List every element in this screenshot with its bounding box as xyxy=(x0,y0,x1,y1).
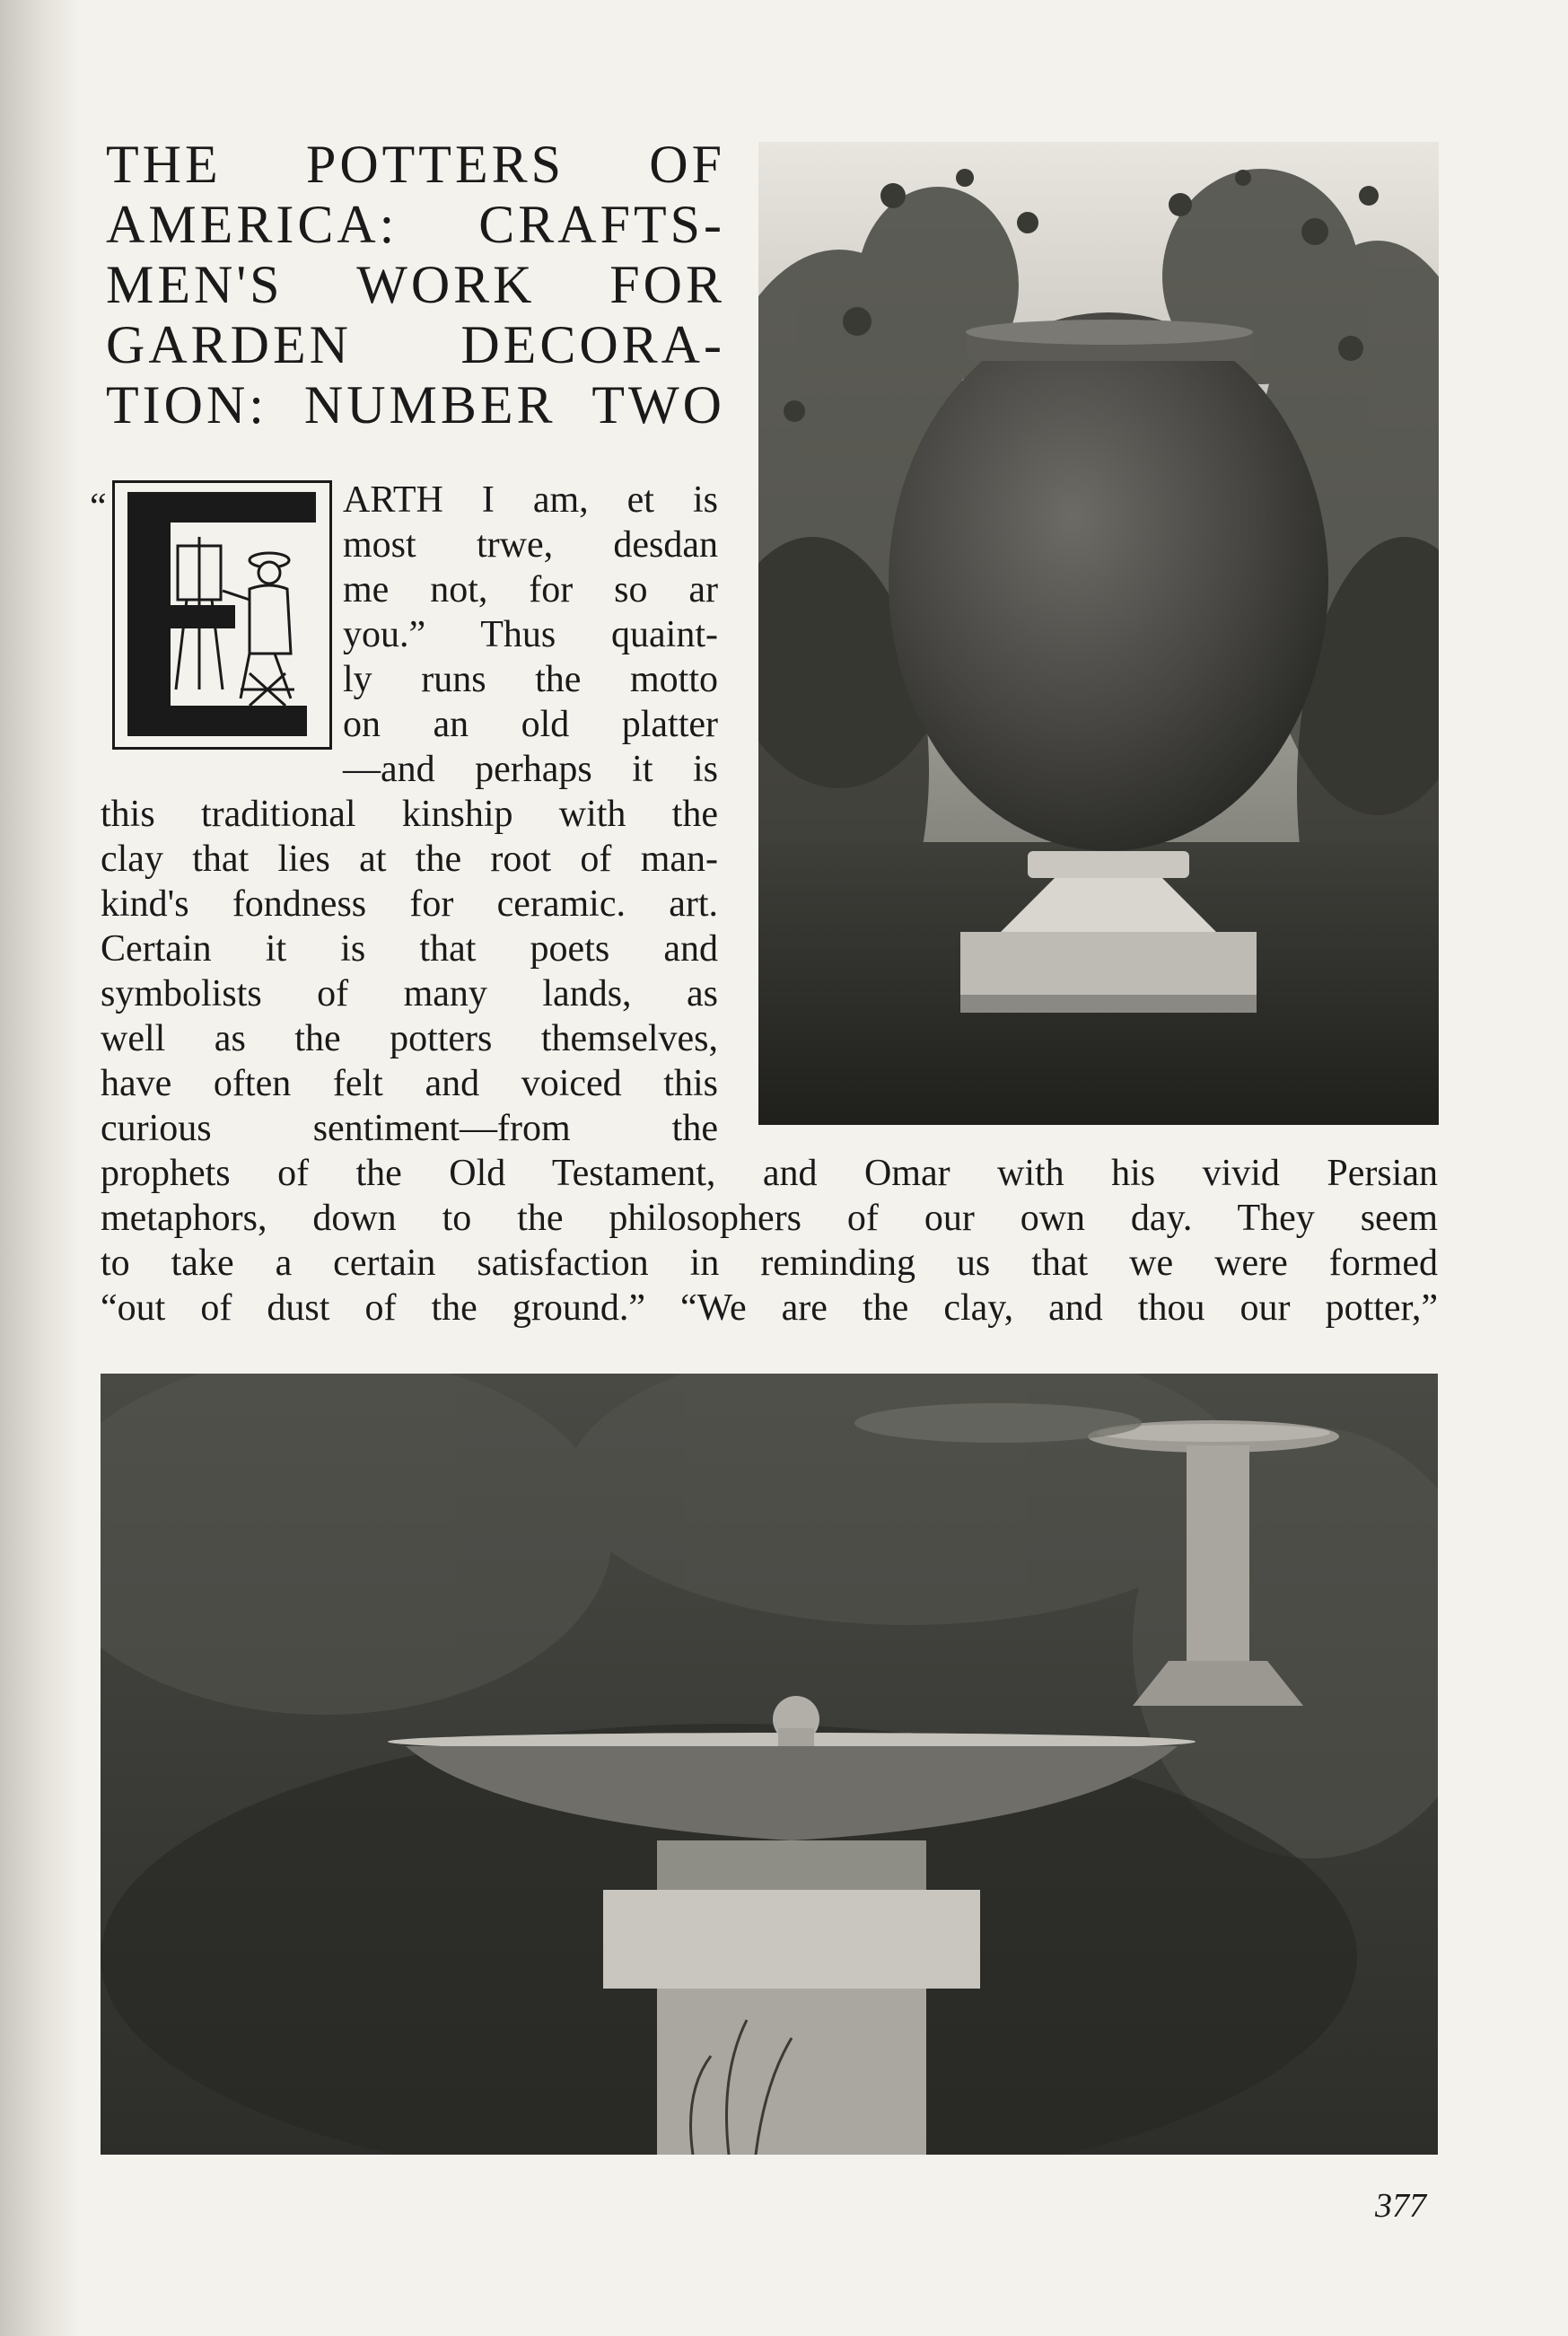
text-line: clay that lies at the root of man- xyxy=(101,839,718,880)
article-title xyxy=(106,135,725,435)
title-line: MEN'S WORK FOR xyxy=(106,255,725,314)
garden-jar-photo xyxy=(758,142,1439,1125)
scan-gutter-shadow xyxy=(0,0,81,2336)
text-line: have often felt and voiced this xyxy=(101,1063,718,1104)
text-line: you.” Thus quaint- xyxy=(343,614,718,655)
text-line: most trwe, desdan xyxy=(343,524,718,566)
garden-bird-bath-photo xyxy=(101,1374,1438,2155)
text-line: —and perhaps it is xyxy=(343,749,718,790)
text-line: kind's fondness for ceramic. art. xyxy=(101,883,718,925)
text-line: on an old platter xyxy=(343,704,718,745)
opening-paragraph-narrow xyxy=(343,478,718,792)
text-line: well as the potters themselves, xyxy=(101,1018,718,1059)
text-line: prophets of the Old Testament, and Omar with his vivid Persian xyxy=(101,1153,1438,1194)
text-line: ly runs the motto xyxy=(343,659,718,700)
drop-cap-illustration xyxy=(112,480,332,750)
text-line: to take a certain satisfaction in reminding us that we were formed xyxy=(101,1243,1438,1284)
title-line: AMERICA: CRAFTS- xyxy=(106,195,725,254)
text-line: curious sentiment—from the xyxy=(101,1108,718,1149)
title-line: THE POTTERS OF xyxy=(106,135,725,194)
painter-at-easel-icon xyxy=(115,483,329,747)
page-number: 377 xyxy=(1375,2187,1426,2225)
opening-paragraph-full xyxy=(101,1151,1438,1330)
text-line: Certain it is that poets and xyxy=(101,928,718,970)
text-line: this traditional kinship with the xyxy=(101,794,718,835)
text-line: ARTH I am, et is xyxy=(343,479,718,521)
text-line: symbolists of many lands, as xyxy=(101,973,718,1014)
text-line: metaphors, down to the philosophers of our own day. They seem xyxy=(101,1198,1438,1239)
title-line: TION: NUMBER TWO xyxy=(106,375,725,435)
title-line: GARDEN DECORA- xyxy=(106,315,725,374)
opening-paragraph-mid xyxy=(101,792,718,1151)
opening-quote-mark: “ xyxy=(90,487,107,528)
text-line: me not, for so ar xyxy=(343,569,718,610)
text-line: “out of dust of the ground.” “We are the clay, and thou our potter,” xyxy=(101,1287,1438,1329)
